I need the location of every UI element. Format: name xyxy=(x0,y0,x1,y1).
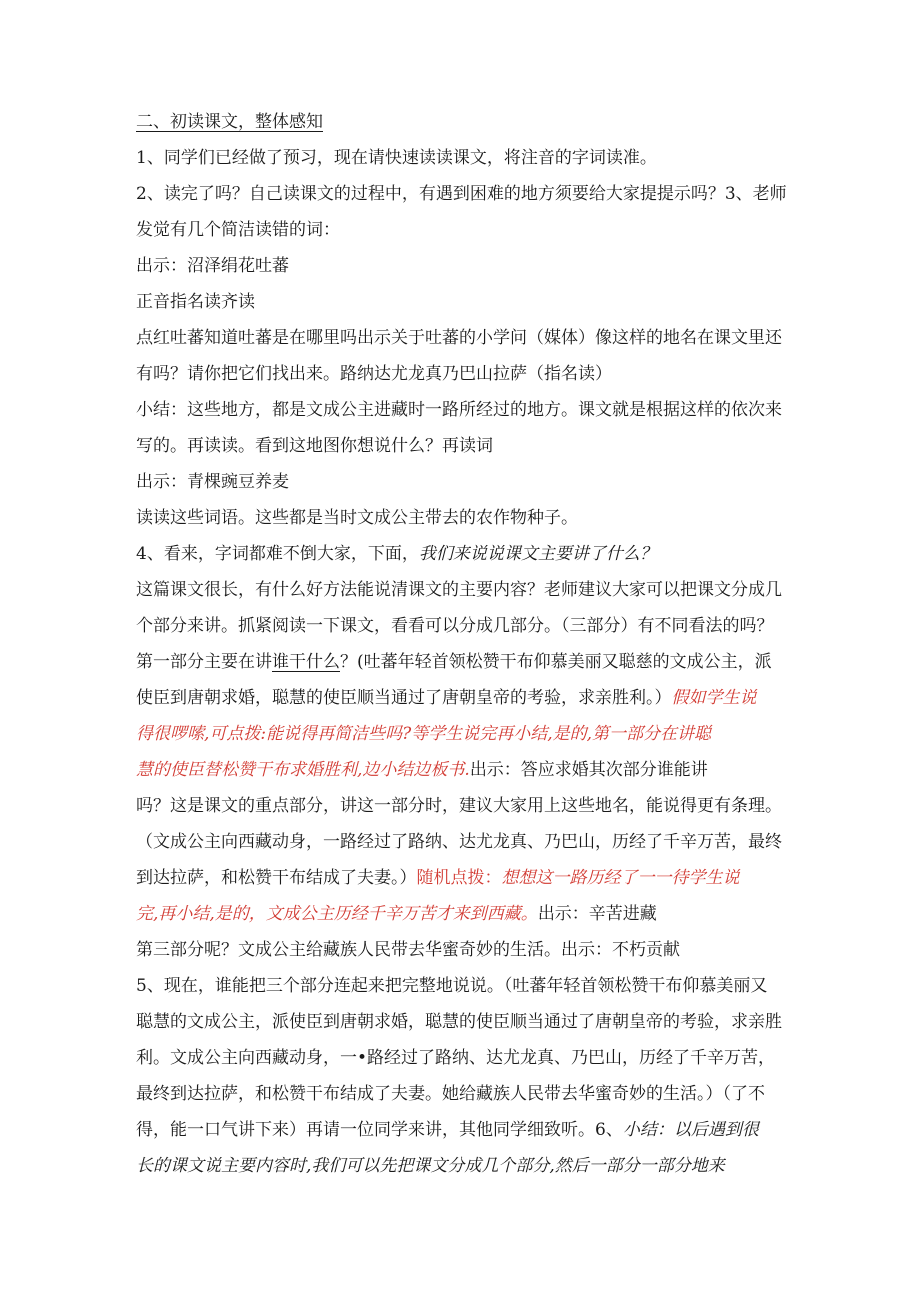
paragraph-line: 写的。再读读。看到这地图你想说什么？再读词 xyxy=(136,436,493,456)
text-run: 到达拉萨，和松赞干布结成了夫妻。） xyxy=(136,868,417,888)
paragraph-line: 发觉有几个简洁读错的词： xyxy=(136,220,340,240)
paragraph-line: 吗？这是课文的重点部分，讲这一部分时，建议大家用上这些地名，能说得更有条理。 xyxy=(136,796,782,816)
paragraph-line: 最终到达拉萨，和松赞干布结成了夫妻。她给藏族人民带去华蜜奇妙的生活。）（了不 xyxy=(136,1084,765,1104)
paragraph-line xyxy=(136,896,792,932)
paragraph-line: 正音指名读齐读 xyxy=(136,292,255,312)
paragraph-line: 这篇课文很长，有什么好方法能说清课文的主要内容？老师建议大家可以把课文分成几 xyxy=(136,580,782,600)
underlined-text: 谁干什么 xyxy=(272,652,340,672)
paragraph-line xyxy=(136,1112,792,1148)
teacher-note: 完,再小结,是的，文成公主历经千辛万苦才来到西藏。 xyxy=(136,904,538,924)
paragraph-line: 利。文成公主向西藏动身，一•路经过了路纳、达尤龙真、乃巴山，历经了千辛万苦， xyxy=(136,1048,776,1068)
paragraph-line xyxy=(136,752,792,788)
paragraph-line: 个部分来讲。抓紧阅读一下课文，看看可以分成几部分。（三部分）有不同看法的吗？ xyxy=(136,616,774,636)
document-body xyxy=(136,104,792,1184)
paragraph-line: 读读这些词语。这些都是当时文成公主带去的农作物种子。 xyxy=(136,508,578,528)
italic-summary: 小结：以后遇到很 xyxy=(622,1120,759,1140)
text-run: 使臣到唐朝求婚，聪慧的使臣顺当通过了唐朝皇帝的考验，求亲胜利。） xyxy=(136,688,672,708)
text-run: 出示：答应求婚其次部分谁能讲 xyxy=(469,760,708,780)
teacher-note: 慧的使臣替松赞干布求婚胜利,边小结边板书. xyxy=(136,760,470,780)
paragraph-line: 小结：这些地方，都是文成公主进藏时一路所经过的地方。课文就是根据这样的依次来 xyxy=(136,400,782,420)
paragraph-line: 1、同学们已经做了预习，现在请快速读读课文，将注音的字词读准。 xyxy=(136,148,657,168)
paragraph-line xyxy=(136,644,792,680)
paragraph-line: （文成公主向西藏动身，一路经过了路纳、达尤龙真、乃巴山，历经了千辛万苦，最终 xyxy=(136,832,782,852)
teacher-note: 想想这一路历经了一一待学生说 xyxy=(501,868,740,888)
paragraph-line xyxy=(136,680,792,716)
paragraph-line: 出示：青棵豌豆养麦 xyxy=(136,472,289,492)
paragraph-line xyxy=(136,536,792,572)
paragraph-line: 有吗？请你把它们找出来。路纳达尤龙真乃巴山拉萨（指名读） xyxy=(136,364,612,384)
teacher-note-label: 随机点拨： xyxy=(416,868,502,888)
text-run: 4、看来，字词都难不倒大家，下面， xyxy=(136,544,419,564)
text-run: 第一部分主要在讲 xyxy=(136,652,272,672)
paragraph-line: 2、读完了吗？自己读课文的过程中，有遇到困难的地方须要给大家提提示吗？3、老师 xyxy=(136,184,787,204)
paragraph-line: 点红吐蕃知道吐蕃是在哪里吗出示关于吐蕃的小学问（媒体）像这样的地名在课文里还 xyxy=(136,328,782,348)
paragraph-line: 5、现在，谁能把三个部分连起来把完整地说说。（吐蕃年轻首领松赞干布仰慕美丽又 xyxy=(136,976,768,996)
paragraph-line: 第三部分呢？文成公主给藏族人民带去华蜜奇妙的生活。出示：不朽贡献 xyxy=(136,940,680,960)
section-heading: 二、初读课文，整体感知 xyxy=(136,112,323,132)
text-run: 得，能一口气讲下来）再请一位同学来讲，其他同学细致听。6、 xyxy=(136,1120,623,1140)
paragraph-line: 出示：沼泽绢花吐蕃 xyxy=(136,256,289,276)
italic-summary-line: 长的课文说主要内容时,我们可以先把课文分成几个部分,然后一部分一部分地来 xyxy=(136,1156,725,1176)
teacher-note-line: 得很啰嗦,可点拨:能说得再简洁些吗?等学生说完再小结,是的,第一部分在讲聪 xyxy=(136,724,712,744)
text-run: 出示：辛苦进藏 xyxy=(537,904,657,924)
italic-question: 我们来说说课文主要讲了什么？ xyxy=(418,544,657,564)
paragraph-line: 聪慧的文成公主，派使臣到唐朝求婚，聪慧的使臣顺当通过了唐朝皇帝的考验，求亲胜 xyxy=(136,1012,782,1032)
text-run: ？(吐蕃年轻首领松赞干布仰慕美丽又聪慈的文成公主，派 xyxy=(340,652,772,672)
teacher-note: 假如学生说 xyxy=(671,688,757,708)
paragraph-line xyxy=(136,860,792,896)
